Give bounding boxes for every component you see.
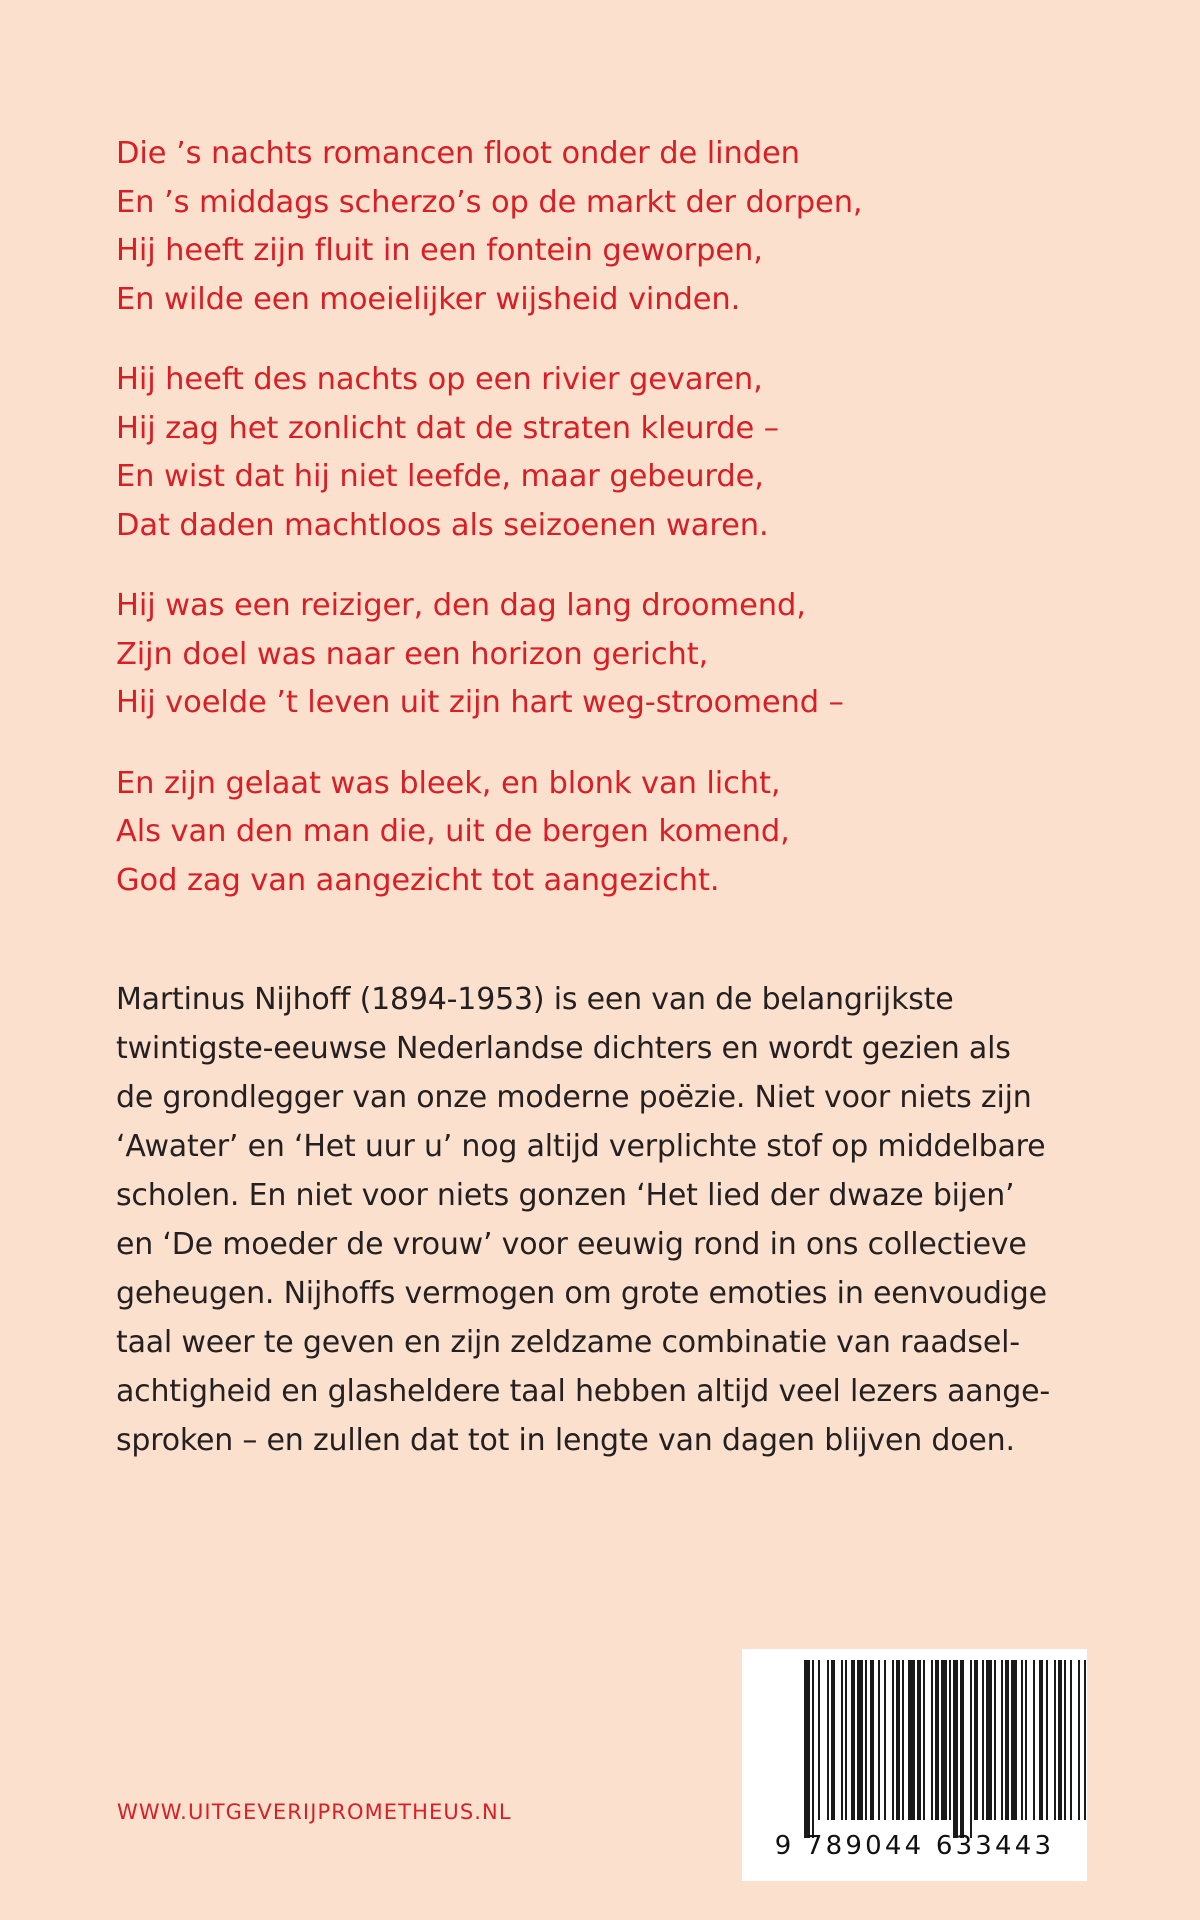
biography-line: en ‘De moeder de vrouw’ voor eeuwig rond in ons collectieve [116, 1227, 1027, 1262]
poem-stanza [116, 760, 1016, 906]
poem-line: Dat daden machtloos als seizoenen waren. [116, 507, 769, 543]
biography-line: geheugen. Nijhoffs vermogen om grote emoties in eenvoudige [116, 1276, 1047, 1311]
biography-line: Martinus Nijhoff (1894-1953) is een van de belangrijkste [116, 982, 954, 1017]
barcode-bar [1086, 1660, 1087, 1820]
poem-line: Hij heeft zijn fluit in een fontein geworpen, [116, 233, 763, 268]
poem-line: God zag van aangezicht tot aangezicht. [116, 862, 720, 898]
biography-line: ‘Awater’ en ‘Het uur u’ nog altijd verplichte stof op middelbare [116, 1129, 1046, 1164]
poem-line: En wist dat hij niet leefde, maar gebeurde, [116, 459, 764, 494]
poem-line: En ’s middags scherzo’s op de markt der dorpen, [116, 184, 863, 220]
poem-line: Die ’s nachts romancen floot onder de linden [116, 136, 800, 171]
publisher-website-url[interactable]: WWW.UITGEVERIJPROMETHEUS.NL [117, 1800, 512, 1824]
biography-line: achtigheid en glasheldere taal hebben altijd veel lezers aange- [116, 1374, 1051, 1409]
biography-line: de grondlegger van onze moderne poëzie. Niet voor niets zijn [116, 1080, 1032, 1115]
author-biography [116, 975, 1096, 1465]
biography-line: sproken – en zullen dat tot in lengte van dagen blijven doen. [116, 1423, 1015, 1458]
barcode-number: 9 789044 633443 [774, 1831, 1055, 1861]
poem-line: Hij voelde ’t leven uit zijn hart weg-stroomend – [116, 685, 844, 720]
biography-line: scholen. En niet voor niets gonzen ‘Het lied der dwaze bijen’ [116, 1178, 1015, 1213]
poem-line: Zijn doel was naar een horizon gericht, [116, 636, 709, 672]
poem-stanza [116, 582, 1016, 728]
poem-line: Hij was een reiziger, den dag lang droomend, [116, 588, 806, 623]
poem-line: Hij zag het zonlicht dat de straten kleurde – [116, 410, 779, 446]
barcode-bars [804, 1660, 1087, 1830]
poem-stanza [116, 130, 1016, 324]
poem-block [116, 130, 1016, 905]
poem-line: En zijn gelaat was bleek, en blonk van licht, [116, 765, 781, 801]
biography-line: taal weer te geven en zijn zeldzame combinatie van raadsel- [116, 1325, 1020, 1360]
isbn-barcode [742, 1649, 1087, 1881]
poem-stanza [116, 356, 1016, 550]
poem-line: En wilde een moeielijker wijsheid vinden. [116, 281, 741, 317]
poem-line: Hij heeft des nachts op een rivier gevaren, [116, 362, 763, 397]
biography-line: twintigste-eeuwse Nederlandse dichters en wordt gezien als [116, 1031, 1011, 1066]
poem-line: Als van den man die, uit de bergen komend, [116, 814, 790, 849]
